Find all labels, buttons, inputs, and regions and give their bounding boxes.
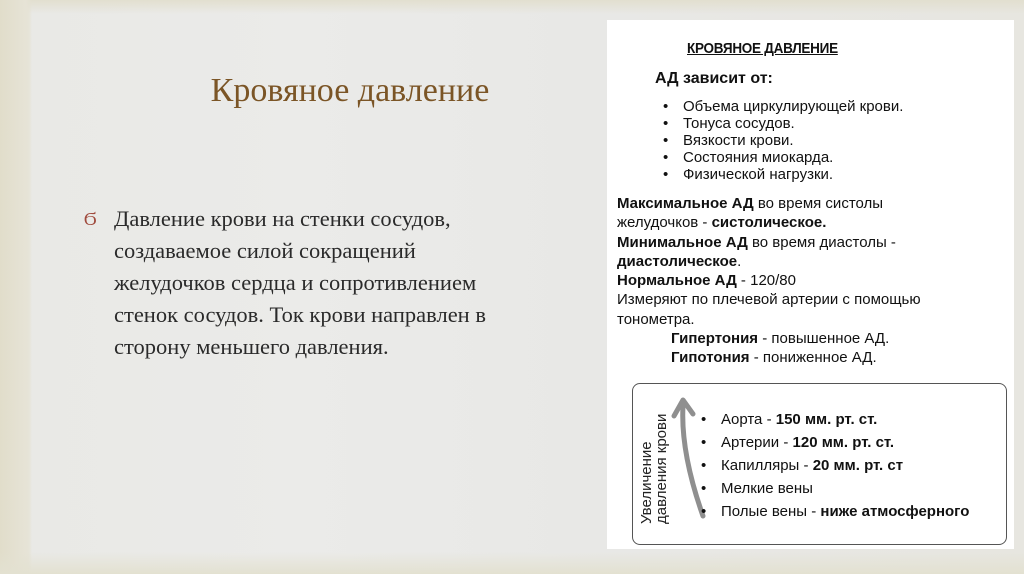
vessel-level-item bbox=[701, 500, 969, 523]
factor-item: • Состояния миокарда. bbox=[663, 149, 903, 166]
min-bp-line2 bbox=[617, 252, 1007, 271]
normal-bp-value: - 120/80 bbox=[736, 272, 796, 290]
min-bp-result: диастолическое bbox=[617, 252, 738, 270]
vessel-pressure: 150 мм. рт. ст. bbox=[775, 411, 878, 428]
vessel-level-item bbox=[701, 431, 969, 454]
separator: - bbox=[762, 411, 776, 428]
normal-bp-term: Нормальное АД bbox=[617, 272, 737, 290]
hypotension-term: Гипотония bbox=[671, 349, 750, 367]
body-line: сторону меньшего давления. bbox=[114, 334, 389, 359]
definitions bbox=[617, 194, 1007, 368]
body-line: желудочков сердца и сопротивлением bbox=[114, 270, 477, 295]
max-bp-result: систолическое. bbox=[711, 214, 827, 232]
vessel-pressure: 120 мм. рт. ст. bbox=[792, 434, 895, 451]
frame-top bbox=[0, 0, 1024, 14]
vessel-pressure: 20 мм. рт. ст bbox=[812, 457, 904, 474]
vessel-name: Капилляры bbox=[721, 457, 800, 474]
separator: - bbox=[779, 434, 793, 451]
vertical-label-line2: давления крови bbox=[653, 413, 670, 524]
pressure-increase-label bbox=[639, 384, 669, 524]
slide-body bbox=[84, 203, 558, 363]
vessel-pressure: ниже атмосферного bbox=[820, 503, 970, 520]
hypotension-line bbox=[617, 348, 1007, 367]
vessel-level-item bbox=[701, 408, 969, 431]
min-bp-term: Минимальное АД bbox=[617, 233, 748, 251]
min-bp-text: во время диастолы - bbox=[747, 233, 896, 251]
vessel-levels-list bbox=[701, 408, 969, 523]
vessel-name: Артерии bbox=[721, 434, 780, 451]
factor-item: • Тонуса сосудов. bbox=[663, 115, 903, 132]
measure-line2: тонометра. bbox=[617, 310, 695, 328]
vessel-pressure-box bbox=[632, 383, 1007, 545]
hypertension-text: - повышенное АД. bbox=[758, 330, 890, 348]
vessel-name: Мелкие вены bbox=[721, 480, 813, 497]
hypertension-line bbox=[617, 329, 1007, 348]
measure-line: Измеряют по плечевой артерии с помощью bbox=[617, 291, 921, 309]
max-bp-text: во время систолы bbox=[753, 195, 884, 212]
hypotension-text: - пониженное АД. bbox=[749, 349, 877, 367]
bullet-icon: Ϭ bbox=[84, 209, 97, 229]
vessel-name: Аорта bbox=[721, 411, 763, 428]
hypertension-term: Гипертония bbox=[671, 330, 759, 348]
max-bp-line2 bbox=[617, 213, 1007, 232]
factors-list bbox=[663, 98, 903, 183]
factor-item: • Объема циркулирующей крови. bbox=[663, 98, 903, 115]
max-bp-line bbox=[617, 194, 1007, 213]
depends-heading: АД зависит от: bbox=[655, 70, 773, 87]
normal-bp-line bbox=[617, 271, 1007, 290]
vertical-label-line1: Увеличение bbox=[638, 441, 655, 524]
separator: - bbox=[799, 457, 813, 474]
vessel-name: Полые вены bbox=[721, 503, 808, 520]
vessel-level-item bbox=[701, 477, 969, 500]
factor-item: • Физической нагрузки. bbox=[663, 166, 903, 183]
max-bp-text2: желудочков - bbox=[617, 214, 712, 232]
blood-pressure-infographic bbox=[607, 20, 1014, 549]
min-bp-end: . bbox=[737, 252, 742, 270]
separator: - bbox=[807, 503, 821, 520]
body-paragraph bbox=[88, 203, 558, 363]
frame-left bbox=[0, 0, 32, 574]
body-line: создаваемое силой сокращений bbox=[114, 238, 416, 263]
frame-bottom bbox=[0, 552, 1024, 574]
infographic-title: КРОВЯНОЕ ДАВЛЕНИЕ bbox=[687, 40, 838, 57]
max-bp-term: Максимальное АД bbox=[617, 195, 754, 212]
factor-item: • Вязкости крови. bbox=[663, 132, 903, 149]
min-bp-line bbox=[617, 233, 1007, 252]
slide-title: Кровяное давление bbox=[210, 72, 490, 109]
body-line: стенок сосудов. Ток крови направлен в bbox=[114, 302, 486, 327]
body-line: Давление крови на стенки сосудов, bbox=[114, 206, 451, 231]
vessel-level-item bbox=[701, 454, 969, 477]
